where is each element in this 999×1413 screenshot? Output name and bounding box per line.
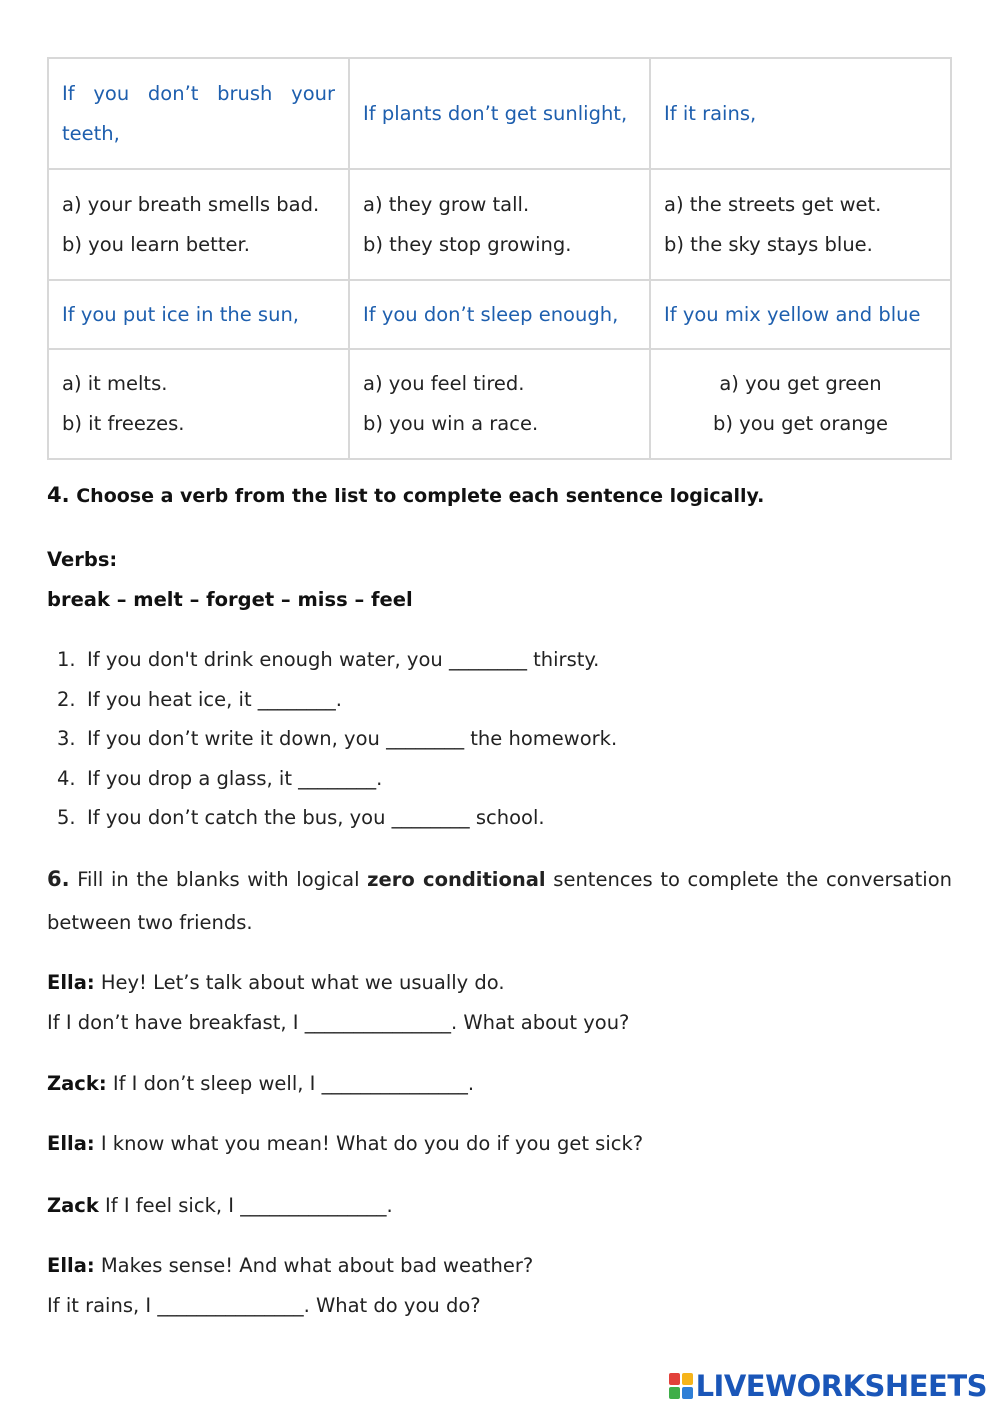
option-b[interactable]: b) you win a race. [363, 412, 539, 435]
condition-cell: If you put ice in the sun, [48, 280, 349, 349]
list-item: 4. If you drop a glass, it ________. [57, 766, 383, 790]
options-cell [650, 169, 951, 280]
dialogue-line[interactable]: Zack If I feel sick, I _______________. [47, 1194, 393, 1217]
sentence-with-blank[interactable]: If you don’t catch the bus, you ________ school. [87, 806, 545, 829]
worksheet-page [47, 57, 952, 1317]
dialogue-line[interactable]: If I don’t have breakfast, I _______________. What about you? [47, 1011, 630, 1034]
options-cell [349, 169, 650, 280]
table-row [48, 58, 951, 169]
option-b[interactable]: b) it freezes. [62, 412, 185, 435]
verbs-list: break – melt – forget – miss – feel [47, 588, 413, 611]
option-b[interactable]: b) they stop growing. [363, 232, 572, 256]
condition-cell: If it rains, [650, 58, 951, 169]
option-a[interactable]: a) you get green [719, 372, 882, 395]
options-cell [48, 349, 349, 459]
sentence-with-blank[interactable]: If you don't drink enough water, you ________ thirsty. [87, 648, 600, 671]
option-b[interactable]: b) you get orange [712, 412, 889, 435]
options-cell [349, 349, 650, 459]
options-cell [650, 349, 951, 459]
dialogue-line[interactable]: If it rains, I _______________. What do you do? [47, 1294, 481, 1317]
sentence-with-blank[interactable]: If you heat ice, it ________. [87, 687, 342, 711]
liveworksheets-logo[interactable] [669, 1369, 987, 1403]
table-row [48, 169, 951, 280]
option-b[interactable]: b) you learn better. [62, 232, 250, 256]
question-6-intro: 6. Fill in the blanks with logical zero conditional sentences to complete the conversation between two friends. [47, 867, 952, 934]
option-b[interactable]: b) the sky stays blue. [664, 232, 873, 256]
dialogue-line[interactable]: Zack: If I don’t sleep well, I _______________. [47, 1072, 475, 1095]
options-cell [48, 169, 349, 280]
condition-cell: If plants don’t get sunlight, [349, 58, 650, 169]
matching-table [47, 57, 952, 460]
question-number: 4. [47, 483, 70, 507]
dialogue-line: Ella: Makes sense! And what about bad weather? [47, 1254, 534, 1277]
speaker: Ella: [47, 971, 95, 994]
speaker: Ella: [47, 1132, 95, 1155]
list-item: 3. If you don’t write it down, you ________ the homework. [57, 727, 618, 750]
logo-icon [669, 1373, 693, 1399]
condition-cell: If you don’t sleep enough, [349, 280, 650, 349]
list-item: 1. If you don't drink enough water, you ________ thirsty. [57, 648, 600, 671]
option-a[interactable]: a) it melts. [62, 372, 168, 395]
dialogue-line: Ella: I know what you mean! What do you do if you get sick? [47, 1132, 644, 1155]
option-a[interactable]: a) your breath smells bad. [62, 192, 320, 216]
verbs-label: Verbs: [47, 548, 118, 571]
speaker: Zack: [47, 1072, 107, 1095]
option-a[interactable]: a) the streets get wet. [664, 192, 882, 216]
condition-cell: If you don’t brush your teeth, [48, 58, 349, 169]
table-row [48, 280, 951, 349]
question-4-heading [47, 483, 764, 507]
question-title: Choose a verb from the list to complete each sentence logically. [76, 485, 765, 507]
brand-name: LIVEWORKSHEETS [695, 1369, 987, 1403]
speaker: Zack [47, 1194, 99, 1217]
dialogue-line: Ella: Hey! Let’s talk about what we usually do. [47, 971, 505, 994]
question-4-list [47, 647, 617, 845]
sentence-with-blank[interactable]: If you drop a glass, it ________. [87, 766, 383, 790]
list-item: 2. If you heat ice, it ________. [57, 687, 342, 711]
option-a[interactable]: a) they grow tall. [363, 192, 530, 216]
condition-cell: If you mix yellow and blue [650, 280, 951, 349]
speaker: Ella: [47, 1254, 95, 1277]
question-number: 6. [47, 867, 70, 891]
option-a[interactable]: a) you feel tired. [363, 372, 525, 395]
table-row [48, 349, 951, 459]
sentence-with-blank[interactable]: If you don’t write it down, you ________ the homework. [87, 727, 618, 750]
list-item: 5. If you don’t catch the bus, you ________ school. [57, 806, 545, 829]
